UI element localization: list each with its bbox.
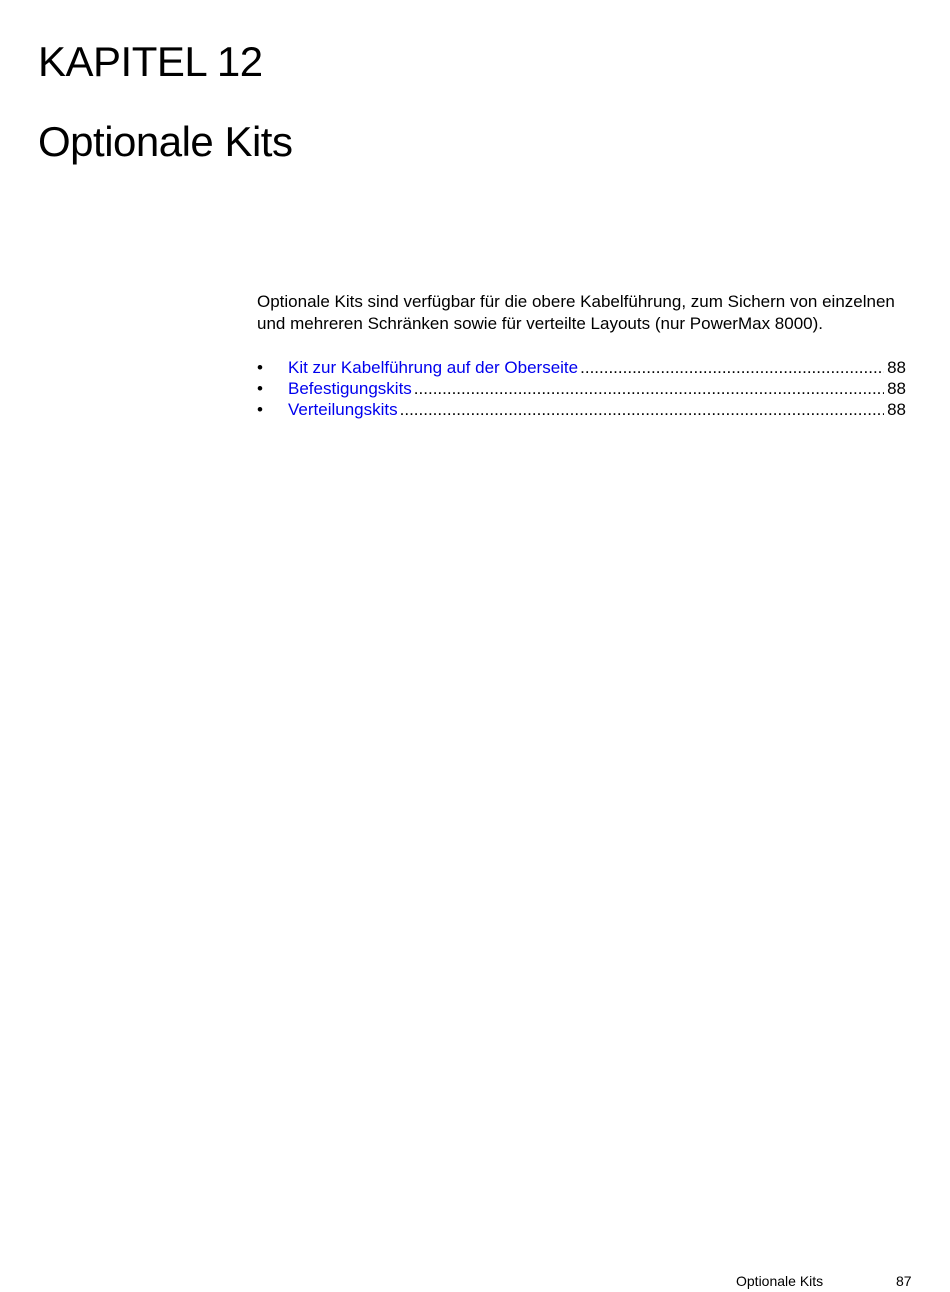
- chapter-label: KAPITEL 12: [38, 38, 263, 85]
- toc-link-distribution-kits[interactable]: Verteilungskits: [288, 400, 398, 419]
- bullet: •: [257, 400, 263, 419]
- toc-item-mounting-kits: [257, 378, 906, 399]
- dot-leader: [580, 357, 884, 378]
- toc-link-mounting-kits[interactable]: Befestigungskits: [288, 379, 412, 398]
- bullet: •: [257, 379, 263, 398]
- toc-item-distribution-kits: [257, 399, 906, 420]
- footer-section-title: Optionale Kits: [736, 1273, 824, 1289]
- toc-page-number: 88: [887, 379, 906, 398]
- toc-link-cable-management[interactable]: Kit zur Kabelführung auf der Oberseite: [288, 358, 579, 377]
- chapter-title: Optionale Kits: [38, 118, 293, 165]
- dot-leader: [400, 399, 884, 420]
- bullet: •: [257, 358, 263, 377]
- table-of-contents: [257, 357, 906, 420]
- toc-page-number: 88: [887, 358, 906, 377]
- toc-item-cable-management: [257, 357, 906, 378]
- toc-page-number: 88: [887, 400, 906, 419]
- dot-leader: [414, 378, 884, 399]
- intro-paragraph: Optionale Kits sind verfügbar für die obere Kabelführung, zum Sichern von einzelnen und mehreren Schränken sowie für verteilte Layouts (nur PowerMax 8000).: [257, 292, 895, 333]
- footer-page-number: 87: [896, 1273, 912, 1289]
